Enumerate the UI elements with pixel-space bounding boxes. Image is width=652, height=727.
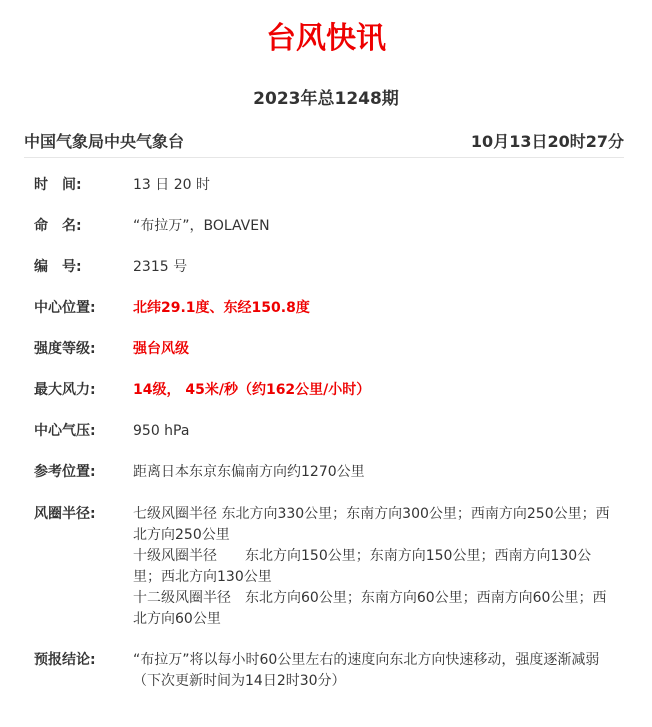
field-value: 2315 号 xyxy=(133,259,188,275)
field-label: 参考位置: xyxy=(34,464,96,480)
field-label: 中心气压: xyxy=(34,423,96,439)
forecast-text: “布拉万”将以每小时60公里左右的速度向东北方向快速移动，强度逐渐减弱 xyxy=(133,652,600,668)
field-value: 距离日本东京东偏南方向约1270公里 xyxy=(133,464,365,480)
field-label: 中心位置: xyxy=(34,300,96,316)
issue-number: 2023年总1248期 xyxy=(253,89,399,109)
field-label: 最大风力: xyxy=(34,382,96,398)
radius-line-10: 十级风圈半径 东北方向150公里；东南方向150公里；西南方向130公里；西北方向130公里 xyxy=(133,548,592,585)
issuer-name: 中国气象局中央气象台 xyxy=(24,132,185,151)
field-label: 命 名: xyxy=(34,218,82,234)
field-label: 预报结论: xyxy=(34,652,96,668)
radius-values xyxy=(133,504,611,630)
field-value: 950 hPa xyxy=(133,423,190,439)
issuer-header xyxy=(24,128,624,158)
next-update-note: （下次更新时间为14日2时30分） xyxy=(133,673,346,689)
field-value: “布拉万”，BOLAVEN xyxy=(133,218,270,234)
field-label: 强度等级: xyxy=(34,341,96,357)
field-value: 14级， 45米/秒（约162公里/小时） xyxy=(133,382,371,398)
bulletin-title: 台风快讯 xyxy=(266,21,386,56)
field-label: 编 号: xyxy=(34,259,82,275)
field-value: 北纬29.1度、东经150.8度 xyxy=(133,300,310,316)
field-label: 风圈半径: xyxy=(34,506,96,522)
forecast-values xyxy=(133,650,611,692)
field-value: 强台风级 xyxy=(133,341,189,357)
issue-time: 10月13日20时27分 xyxy=(470,132,624,151)
field-value: 13 日 20 时 xyxy=(133,177,210,193)
field-label: 时 间: xyxy=(34,177,82,193)
radius-line-7: 七级风圈半径 东北方向330公里；东南方向300公里；西南方向250公里；西北方向250公里 xyxy=(133,506,610,543)
radius-line-12: 十二级风圈半径 东北方向60公里；东南方向60公里；西南方向60公里；西北方向60公里 xyxy=(133,590,607,627)
